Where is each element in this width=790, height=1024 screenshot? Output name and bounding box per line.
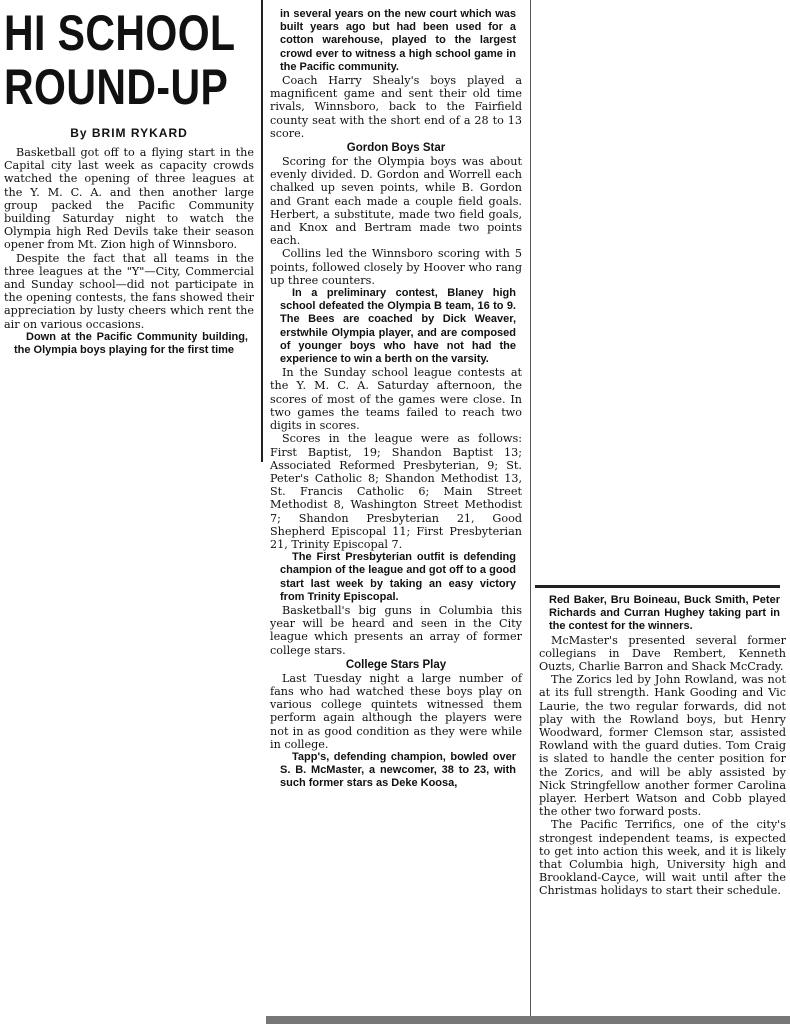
article-paragraph: Collins led the Winnsboro scoring with 5 points, followed closely by Hoover who rang up three counters. [270, 247, 522, 287]
column-3 [535, 580, 790, 1024]
article-paragraph: In the Sunday school league contests at the Y. M. C. A. Saturday afternoon, the scores of most of the games were close. In two games the teams failed to reach two digits in scores. [270, 366, 522, 433]
article-paragraph: Basketball's big guns in Columbia this year will be heard and seen in the City league which presents an array of former college stars. [270, 603, 522, 657]
subheading: Gordon Boys Star [346, 142, 446, 155]
article-paragraph: Last Tuesday night a large number of fans who had watched these boys play on various college quintets witnessed them perform again although the players were not in as good condition as they were while in college. [270, 671, 522, 751]
article-paragraph: The Zorics led by John Rowland, was not at its full strength. Hank Gooding and Vic Laurie, the two regular forwards, did not play with the Rowland boys, but Henry Woodward, former Clemson star, assisted Rowland with the guard duties. Tom Craig is slated to handle the center position for the Zorics, and will be ably assisted by Nick Stringfellow another former Carolina player. Herbert Watson and Cobb played the other two forward posts. [539, 673, 786, 819]
byline: By BRIM RYKARD [70, 126, 188, 140]
article-paragraph: Red Baker, Bru Boineau, Buck Smith, Peter Richards and Curran Hughey taking part in the contest for the winners. [549, 594, 780, 633]
page-edge-bar [266, 1016, 790, 1024]
article-paragraph: Coach Harry Shealy's boys played a magnificent game and sent their old time rivals, Winnsboro, back to the Fairfield county seat with the short end of a 28 to 13 score. [270, 74, 522, 140]
article-paragraph: The First Presbyterian outfit is defending champion of the league and got off to a good start last week by taking an easy victory from Trinity Episcopal. [280, 551, 516, 603]
subheading: College Stars Play [345, 658, 447, 671]
article-paragraph: in several years on the new court which was built years ago but had been used for a cotton warehouse, played to the largest crowd ever to witness a high school game in the Pacific community. [280, 8, 516, 73]
headline-line-1: HI SCHOOL [4, 5, 236, 61]
column-2 [266, 0, 526, 1024]
headline [4, 5, 236, 115]
article-paragraph: Down at the Pacific Community building, the Olympia boys playing for the first time [14, 330, 248, 357]
article-paragraph: McMaster's presented several former collegians in Dave Rembert, Kenneth Ouzts, Charlie Barron and Shack McCrady. [539, 633, 786, 674]
headline-line-2: ROUND-UP [4, 59, 229, 115]
column-2-text [266, 0, 526, 791]
article-paragraph: Basketball got off to a flying start in the Capital city last week as capacity crowds watched the opening of three leagues at the Y. M. C. A. and then another large group packed the Pacific Community building Saturday night to watch the Olympia high Red Devils take their season opener from Mt. Zion high of Winnsboro. [4, 146, 254, 252]
column-1 [0, 0, 258, 462]
article-paragraph: Scores in the league were as follows: First Baptist, 19; Shandon Baptist 13; Associated Reformed Presbyterian, 9; St. Peter's Catholic 8; Shandon Methodist 13, St. Francis Catholic 6; Main Street Methodist 8, Washington Street Methodist 7; Shandon Presbyterian 21, Good Shepherd Episcopal 11; First Presbyterian 21, Trinity Episcopal 7. [270, 432, 522, 551]
column-3-text [535, 580, 790, 898]
article-paragraph: Despite the fact that all teams in the three leagues at the "Y"—City, Commercial and Sunday school—did not participate in the opening contests, the fans showed their appreciation by lusty cheers which rent the air on various occasions. [4, 251, 254, 331]
article-paragraph: The Pacific Terrifics, one of the city's strongest independent teams, is expected to get into action this week, and it is likely that Columbia high, University high and Brookland-Cayce, will wait until after the Christmas holidays to start their schedule. [539, 818, 786, 898]
column-divider [530, 0, 531, 1024]
column-1-text [0, 146, 258, 357]
column-divider [261, 0, 263, 462]
article-paragraph: Tapp's, defending champion, bowled over S. B. McMaster, a newcomer, 38 to 23, with such former stars as Deke Koosa, [280, 750, 516, 790]
article-paragraph: In a preliminary contest, Blaney high school defeated the Olympia B team, 16 to 9. The Bees are coached by Dick Weaver, erstwhile Olympia player, and are composed of younger boys who have not had the experience to win a berth on the varsity. [280, 287, 516, 366]
article-paragraph: Scoring for the Olympia boys was about evenly divided. D. Gordon and Worrell each chalked up seven points, while B. Gordon and Grant each made a couple field goals. Herbert, a substitute, made two field goals, and Knox and Bertram made two points each. [270, 155, 522, 248]
